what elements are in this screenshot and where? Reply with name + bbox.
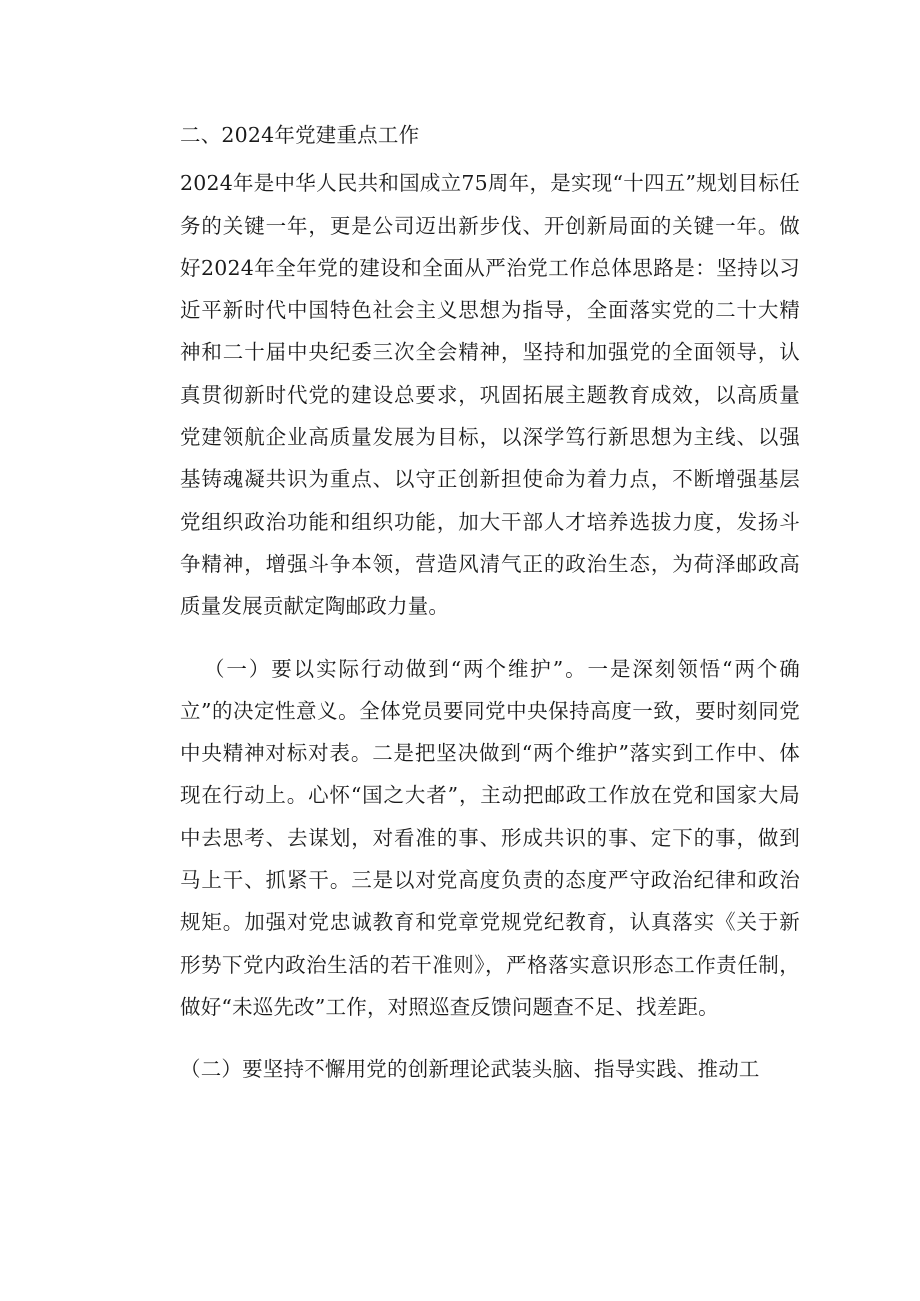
paragraph-overview: 2024年是中华人民共和国成立75周年，是实现“十四五”规划目标任务的关键一年，更是公司迈出新步伐、开创新局面的关键一年。做好2024年全年党的建设和全面从严治党工作总体思路是：坚持以习近平新时代中国特色社会主义思想为指导，全面落实党的二十大精神和二十届中央纪委三次全会精神，坚持和加强党的全面领导，认真贯彻新时代党的建设总要求，巩固拓展主题教育成效，以高质量党建领航企业高质量发展为目标，以深学笃行新思想为主线、以强基铸魂凝共识为重点、以守正创新担使命为着力点，不断增强基层党组织政治功能和组织功能，加大干部人才培养选拔力度，发扬斗争精神，增强斗争本领，营造风清气正的政治生态，为荷泽邮政高质量发展贡献定陶邮政力量。 [180, 171, 800, 619]
section-heading: 二、2024年党建重点工作 [180, 123, 420, 147]
paragraph-two-safeguards: （一）要以实际行动做到“两个维护”。一是深刻领悟“两个确立”的决定性意义。全体党员要同党中央保持高度一致，要时刻同党中央精神对标对表。二是把坚决做到“两个维护”落实到工作中、体现在行动上。心怀“国之大者”，主动把邮政工作放在党和国家大局中去思考、去谋划，对看准的事、形成共识的事、定下的事，做到马上干、抓紧干。三是以对党高度负责的态度严守政治纪律和政治规矩。加强对党忠诚教育和党章党规党纪教育，认真落实《关于新形势下党内政治生活的若干准则》，严格落实意识形态工作责任制，做好“未巡先改”工作，对照巡查反馈问题查不足、找差距。 [180, 656, 800, 1019]
paragraph-theory-armament: （二）要坚持不懈用党的创新理论武装头脑、指导实践、推动工 [180, 1057, 760, 1082]
document-body [180, 114, 800, 1091]
